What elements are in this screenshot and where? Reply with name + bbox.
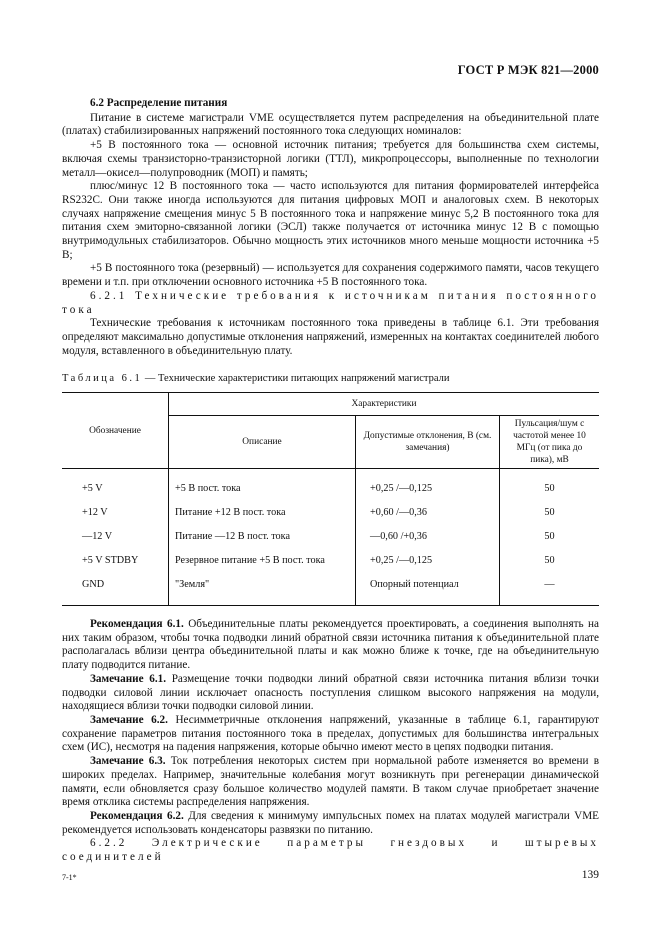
recommendation-6-2-label: Рекомендация 6.2. <box>90 809 184 822</box>
table-caption <box>62 372 599 386</box>
table-row <box>62 573 599 606</box>
recommendation-6-1-text: Объединительные платы рекомендуется проектировать, а соединения выполнять на них таким образом, чтобы точка подводки линий обратной связи источника питания к объединительной плате располагалась вблизи центра объединительной платы и как можно ближе к точке, где на объединительную плату подводится питание. <box>62 618 600 672</box>
row-tolerance: +0,25 /—0,125 <box>356 549 500 573</box>
note-6-2 <box>62 714 599 755</box>
header-ripple: Пульсация/шум с частотой менее 10 МГц (от пика до пика), мВ <box>500 416 600 469</box>
recommendation-6-2-text: Для сведения к минимуму импульсных помех на платах модулей магистрали VME рекомендуется использовать конденсаторы развязки по питанию. <box>62 809 600 836</box>
notes-block <box>62 618 599 865</box>
note-6-1-text: Размещение точки подводки линий обратной связи источника питания вблизи точки подводки силовой линии исключает опасность поступления слишком высокого напряжения на модули, находящиеся вблизи точки подводки силовой линии. <box>62 672 599 713</box>
header-designation: Обозначение <box>89 425 141 436</box>
row-tolerance: Опорный потенциал <box>356 573 500 606</box>
recommendation-6-1 <box>62 618 599 673</box>
row-description: +5 В пост. тока <box>169 469 356 502</box>
power-specs-table <box>62 392 599 606</box>
note-6-2-text: Несимметричные отклонения напряжений, указанные в таблице 6.1, гарантируют сохранение параметров питания постоянного тока в пределах, допустимых для большинства интегральных схем (ИС), несмотря на падения напряжения, которые обычно имеют место в цепях подводки питания. <box>62 713 600 754</box>
table-row <box>62 501 599 525</box>
subsection-621-text: Технические требования к источникам постоянного тока приведены в таблице 6.1. Эти требования определяют максимально допустимые отклонения напряжений, измеренных на контактах соединителей любого модуля, вставленного в объединительную плату. <box>62 317 599 357</box>
note-6-2-label: Замечание 6.2. <box>90 713 168 726</box>
table-caption-text: — Технические характеристики питающих напряжений магистрали <box>144 373 450 385</box>
row-description: Резервное питание +5 В пост. тока <box>169 549 356 573</box>
row-description: Питание —12 В пост. тока <box>169 525 356 549</box>
page-number: 139 <box>581 869 599 881</box>
note-6-3-text: Ток потребления некоторых систем при нормальной работе изменяется во времени в широких пределах. Например, значительные колебания могут возникнуть при регенерации динамической памяти, если обновляется сразу большое количество модулей памяти. В таком случае приобретает значение время отклика системы распределения напряжения. <box>62 755 599 809</box>
header-description: Описание <box>169 416 356 469</box>
paragraph-plus5: +5 В постоянного тока — основной источник питания; требуется для большинства схем системы, включая схемы транзисторно-транзисторной логики (ТТЛ), микропроцессоры, выполненные по технологии металл—окисел—полупроводник (МОП) и память; <box>62 139 599 179</box>
main-content <box>62 97 599 865</box>
row-description: Питание +12 В пост. тока <box>169 501 356 525</box>
note-6-1-label: Замечание 6.1. <box>90 672 167 685</box>
row-designation: +12 V <box>82 507 108 519</box>
table-caption-label: Таблица 6.1 <box>62 373 143 385</box>
note-6-3 <box>62 755 599 810</box>
table-row <box>62 525 599 549</box>
row-ripple: — <box>500 573 600 606</box>
recommendation-6-1-label: Рекомендация 6.1. <box>90 618 184 631</box>
paragraph-standby: +5 В постоянного тока (резервный) — используется для сохранения содержимого памяти, часов текущего времени и т.п. при отключении основного источника +5 В постоянного тока. <box>62 262 599 289</box>
header-characteristics: Характеристики <box>169 393 600 416</box>
standard-header: ГОСТ Р МЭК 821—2000 <box>457 63 599 77</box>
subsection-621-title: 6.2.1 Технические требования к источникам питания постоянного тока <box>62 289 599 316</box>
section-heading: 6.2 Распределение питания <box>90 97 228 109</box>
row-tolerance: +0,60 /—0,36 <box>356 501 500 525</box>
row-tolerance: +0,25 /—0,125 <box>356 469 500 502</box>
row-designation: +5 V <box>82 483 103 495</box>
row-tolerance: —0,60 /+0,36 <box>356 525 500 549</box>
note-6-3-label: Замечание 6.3. <box>90 755 166 768</box>
row-ripple: 50 <box>500 525 600 549</box>
footer-mark: 7-1* <box>62 873 77 882</box>
paragraph-plusminus12: плюс/минус 12 В постоянного тока — часто используются для питания формирователей интерфейса RS232C. Они также иногда используются для питания цифровых МОП и аналоговых схем. В некоторых случаях напряжение смещения минус 5 В постоянного тока и напряжение минус 5,2 В постоянного тока для питания схем эмиторно-связанной логики (ЭСЛ) также получается от источника минус 12 В с помощью внутримодульных стабилизаторов. Обычно мощность этих источников много меньше мощности источника +5 В; <box>62 180 599 261</box>
row-description: "Земля" <box>169 573 356 606</box>
subsection-622-title: 6.2.2 Электрические параметры гнездовых и штыревых соединителей <box>62 837 599 864</box>
row-designation: —12 V <box>82 531 113 543</box>
paragraph-intro: Питание в системе магистрали VME осуществляется путем распределения на объединительной плате (платах) стабилизированных напряжений постоянного тока следующих номиналов: <box>62 111 599 138</box>
row-ripple: 50 <box>500 549 600 573</box>
row-ripple: 50 <box>500 501 600 525</box>
table-row <box>62 469 599 502</box>
table-row <box>62 549 599 573</box>
header-tolerance: Допустимые отклонения, В (см. замечания) <box>356 416 500 469</box>
note-6-1 <box>62 673 599 714</box>
recommendation-6-2 <box>62 810 599 837</box>
row-designation: +5 V STDBY <box>82 555 139 567</box>
row-ripple: 50 <box>500 469 600 502</box>
row-designation: GND <box>82 579 105 591</box>
